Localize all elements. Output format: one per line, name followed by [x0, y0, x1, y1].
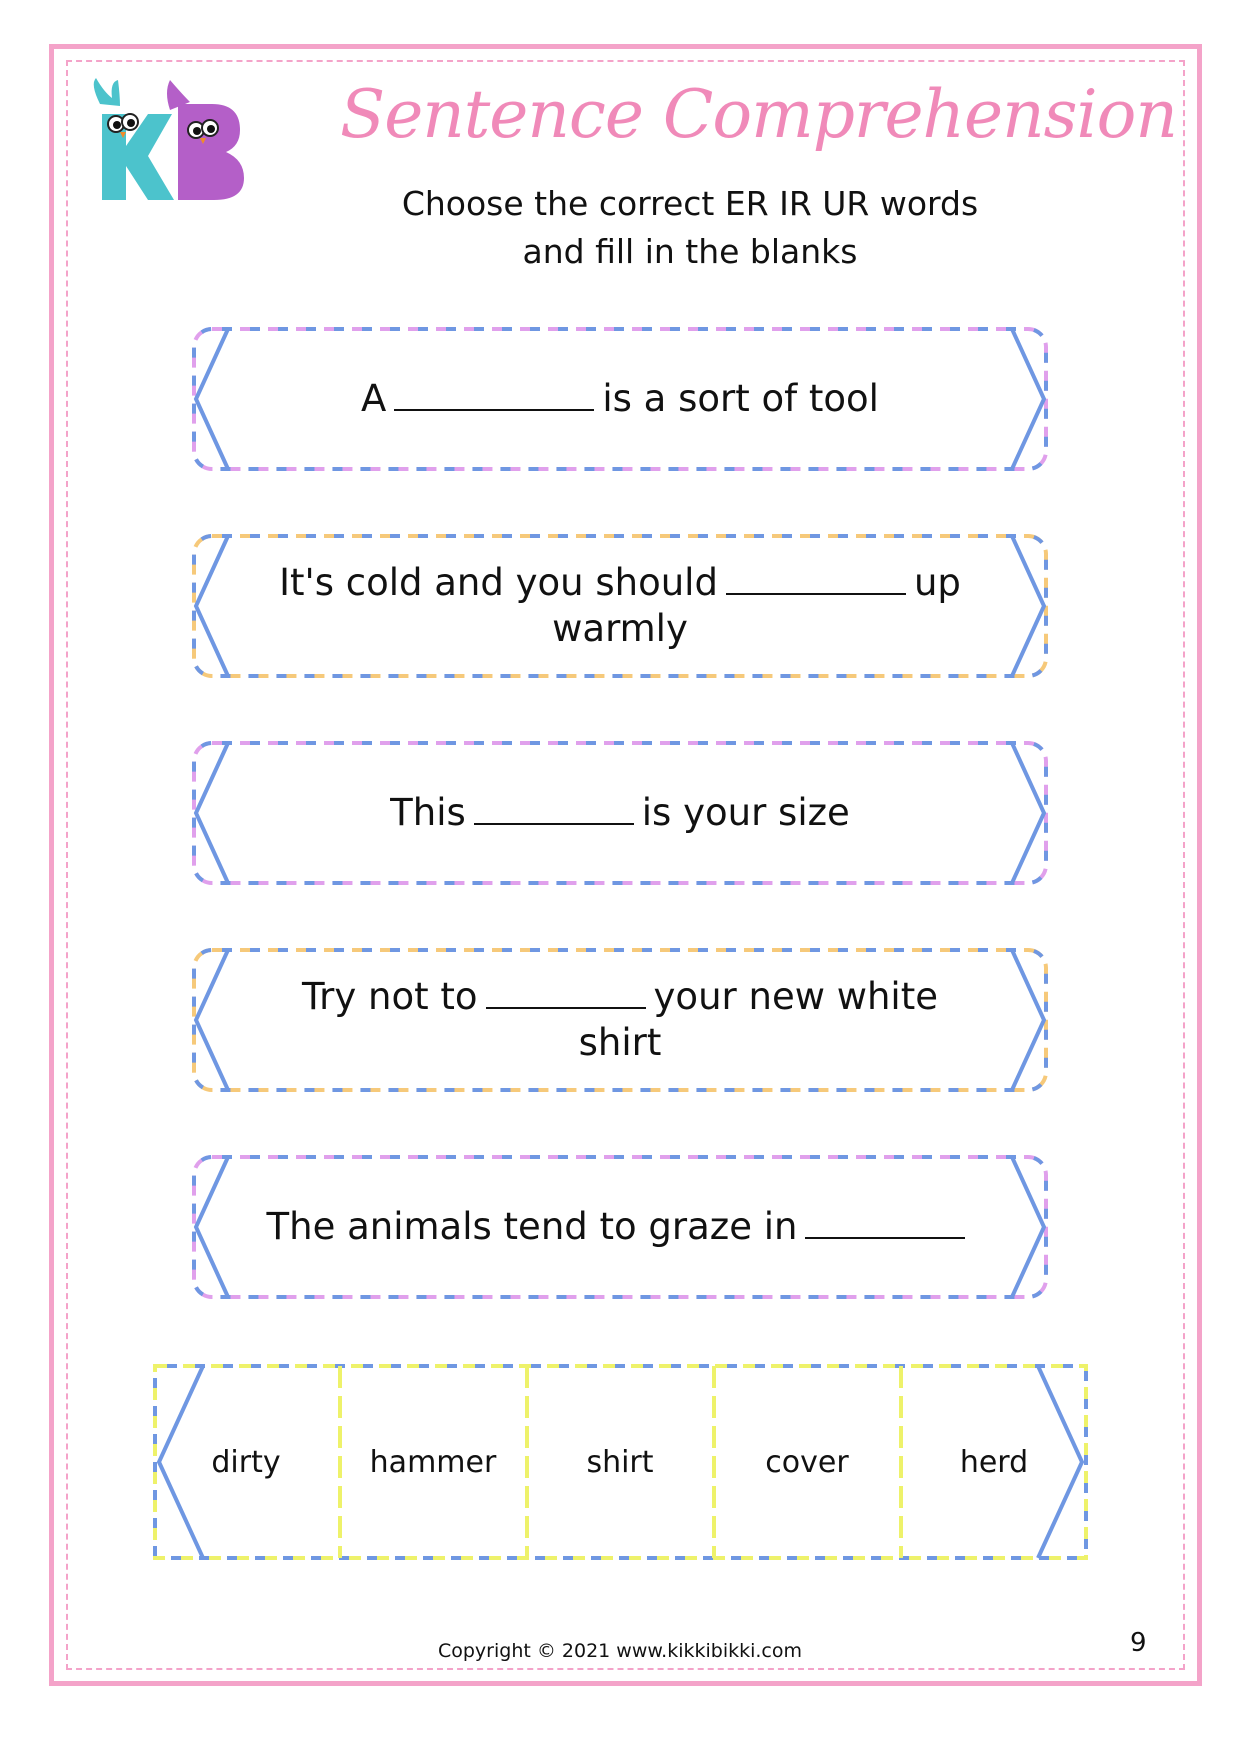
word-bank-item[interactable]: cover [765, 1444, 849, 1480]
page-title: Sentence Comprehension [340, 76, 1177, 153]
sentence-text [260, 790, 980, 836]
sentence-text [260, 560, 980, 652]
word-bank-item[interactable]: herd [959, 1444, 1029, 1480]
sentence-text [260, 1204, 980, 1250]
kikkibikki-logo [86, 74, 246, 214]
sentence-after: is a sort of tool [602, 377, 879, 420]
sentence-box [192, 1155, 1048, 1299]
answer-blank[interactable] [474, 793, 634, 825]
sentence-box [192, 741, 1048, 885]
word-bank [153, 1364, 1088, 1560]
sentence-box [192, 948, 1048, 1092]
sentence-text [260, 974, 980, 1066]
page-number: 9 [1130, 1628, 1147, 1658]
instructions-line-1: Choose the correct ER IR UR words [401, 184, 979, 223]
sentence-before: A [361, 377, 387, 420]
answer-blank[interactable] [726, 563, 906, 595]
answer-blank[interactable] [805, 1207, 965, 1239]
sentence-before: This [390, 791, 466, 834]
sentence-after: up warmly [552, 561, 961, 650]
sentence-box [192, 327, 1048, 471]
answer-blank[interactable] [486, 977, 646, 1009]
word-bank-item[interactable]: shirt [586, 1444, 654, 1480]
instructions-line-2: and fill in the blanks [522, 232, 858, 271]
word-bank-item[interactable]: hammer [369, 1444, 497, 1480]
sentence-box [192, 534, 1048, 678]
sentence-after: is your size [641, 791, 850, 834]
word-bank-item[interactable]: dirty [211, 1444, 281, 1480]
sentence-before: Try not to [301, 975, 478, 1018]
answer-blank[interactable] [394, 379, 594, 411]
sentence-before: It's cold and you should [279, 561, 718, 604]
sentence-before: The animals tend to graze in [266, 1205, 798, 1248]
sentence-text [260, 376, 980, 422]
sentence-after: your new white shirt [578, 975, 938, 1064]
copyright-text: Copyright © 2021 www.kikkibikki.com [437, 1640, 803, 1662]
